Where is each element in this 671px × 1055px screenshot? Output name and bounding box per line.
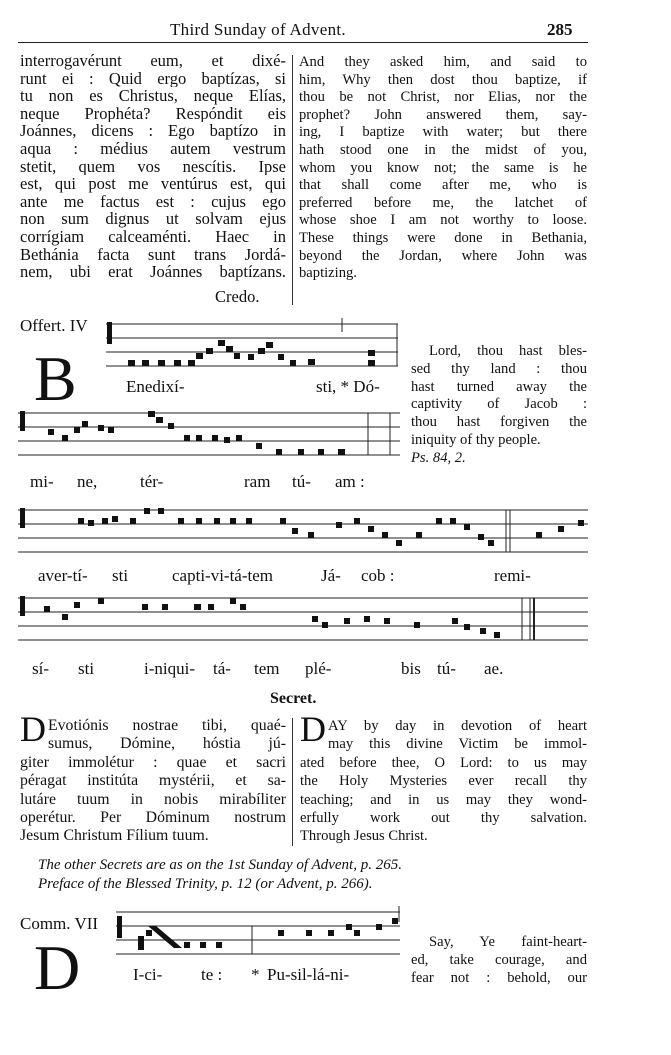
text-line: stetit, quem vos nescítis. Ipse — [20, 157, 286, 176]
text-line: whom you know not; the same is he — [299, 159, 587, 176]
offertory-translation — [411, 343, 587, 468]
text-line: hast turned away the — [411, 378, 587, 395]
lyric-syllable: cob : — [361, 566, 395, 585]
communion-label: Comm. VII — [20, 914, 99, 933]
text-line: ed, take courage, and — [411, 951, 587, 968]
text-line: prophet? John answered them, say- — [299, 106, 587, 123]
lyric-syllable: sti, * Dó- — [316, 377, 380, 396]
text-line: tu non es Christus, neque Elías, — [20, 87, 286, 105]
text-line: corrígiam calceaménti. Haec in — [20, 227, 286, 246]
text-line: Jesum Christum Fílium tuum. — [20, 827, 209, 845]
lyric-syllable: bis — [401, 659, 421, 678]
gospel-latin-column — [20, 52, 286, 281]
text-line: preferred before me, the latchet of — [299, 194, 587, 211]
text-line: sed thy land : thou — [411, 360, 587, 377]
text-line: hath stood one in the midst of you, — [299, 141, 587, 158]
text-line: Evotiónis nostrae tibi, quaé- — [48, 717, 286, 734]
text-line: aqua : médius autem vestrum — [20, 139, 286, 158]
lyric-syllable: tem — [254, 659, 280, 678]
page-number: 285 — [547, 20, 573, 39]
lyric-syllable: am : — [335, 472, 365, 491]
lyric-syllable: remi- — [494, 566, 531, 585]
lyric-syllable: tú- — [437, 659, 456, 678]
offertory-label: Offert. IV — [20, 316, 88, 335]
text-line: non sum dignus ut solvam ejus — [20, 210, 286, 228]
text-line: péragat institúta mystérii, et sa- — [20, 772, 286, 790]
text-line: beyond the Jordan, where John was — [299, 247, 587, 264]
text-line: runt ei : Quid ergo baptízas, si — [20, 69, 286, 88]
text-line: ated before thee, O Lord: to us may — [300, 754, 587, 771]
lyric-syllable: sí- — [32, 659, 49, 678]
lyric-syllable: mi- — [30, 472, 54, 491]
communion-staff-1 — [116, 906, 404, 962]
text-line: est, qui post me ventúrus est, qui — [20, 175, 286, 193]
lyric-syllable: sti — [78, 659, 95, 678]
gospel-english-column — [299, 54, 587, 283]
credo-rubric: Credo. — [215, 287, 260, 306]
lyric-syllable: ne, — [77, 472, 98, 491]
header-rule — [18, 42, 588, 43]
text-line: Bethánia facta sunt trans Jordá- — [20, 245, 286, 264]
secret-latin-column — [20, 717, 286, 846]
lyric-syllable: tú- — [292, 472, 311, 491]
text-line: Joánnes, dicens : Ego baptízo in — [20, 122, 286, 140]
text-line: operétur. Per Dóminum nostrum — [20, 809, 286, 827]
text-line: These things were done in Bethania, — [299, 229, 587, 246]
text-line: fear not : behold, our — [411, 969, 587, 986]
communion-initial: D — [34, 932, 81, 1003]
lyric-syllable: Enedixí- — [126, 377, 185, 396]
text-line: Through Jesus Christ. — [300, 828, 428, 845]
text-line: sumus, Dómine, hóstia jú- — [48, 735, 286, 753]
lyric-syllable: sti — [112, 566, 129, 585]
text-line: whose shoe I am not worthy to loose. — [299, 212, 587, 229]
secret-latin-dropcap: D — [20, 709, 46, 749]
text-line: Say, Ye faint-heart- — [429, 934, 587, 950]
lyric-syllable: I-ci- — [133, 965, 163, 984]
text-line: giter immolétur : quae et sacri — [20, 753, 286, 771]
psalm-reference: Ps. 84, 2. — [411, 449, 466, 466]
text-line: erfully work out thy salvation. — [300, 810, 587, 827]
running-title: Third Sunday of Advent. — [170, 20, 346, 39]
offertory-initial: B — [34, 343, 77, 414]
lyric-syllable: aver-tí- — [38, 566, 88, 585]
rubric-note: The other Secrets are as on the 1st Sunday of Advent, p. 265. — [38, 857, 402, 873]
text-line: nem, ubi erat Joánnes baptízans. — [20, 263, 286, 281]
offertory-staff-2 — [18, 407, 402, 461]
text-line: Lord, thou hast bles- — [429, 343, 587, 359]
text-line: captivity of Jacob : — [411, 396, 587, 413]
text-line: thou be not Christ, nor Elias, nor the — [299, 89, 587, 106]
lyric-syllable: plé- — [305, 659, 332, 678]
secret-heading: Secret. — [270, 690, 317, 707]
lyric-syllable: Pu-sil-lá-ni- — [267, 965, 350, 984]
text-line: ante me factus est : cujus ego — [20, 192, 286, 211]
secret-english-column — [300, 717, 587, 846]
text-line: AY by day in devotion of heart — [328, 718, 587, 734]
text-line: that shall come after me, who is — [299, 177, 587, 194]
offertory-staff-3 — [18, 504, 590, 558]
text-line: thou hast forgiven the — [411, 414, 587, 431]
text-line: the Holy Mysteries ever recall thy — [300, 773, 587, 790]
lyric-syllable: capti-vi-tá-tem — [172, 566, 274, 585]
text-line: teaching; and in us may they wond- — [300, 791, 587, 808]
text-line: him, Why then dost thou baptize, if — [299, 71, 587, 88]
column-divider — [292, 55, 293, 305]
lyric-syllable: ram — [244, 472, 271, 491]
lyric-syllable: te : — [201, 965, 223, 984]
lyric-syllable: i-niqui- — [144, 659, 195, 678]
text-line: may this divine Victim be immol- — [328, 736, 587, 753]
text-line: interrogavérunt eum, et dixé- — [20, 52, 286, 70]
offertory-staff-1 — [106, 318, 402, 374]
text-line: neque Prophéta? Respóndit eis — [20, 104, 286, 123]
lyric-syllable: tá- — [213, 659, 231, 678]
communion-translation — [411, 934, 587, 987]
rubric-note: Preface of the Blessed Trinity, p. 12 (or Advent, p. 266). — [38, 876, 373, 892]
text-line: lutáre tuum in nobis mirabíliter — [20, 790, 286, 808]
text-line: baptizing. — [299, 265, 357, 282]
text-line: iniquity of thy people. — [411, 431, 541, 448]
text-line: And they asked him, and said to — [299, 54, 587, 70]
text-line: ing, I baptize with water; but there — [299, 124, 587, 141]
column-divider — [292, 718, 293, 846]
lyric-syllable: ae. — [484, 659, 504, 678]
lyric-syllable: * — [251, 965, 260, 984]
offertory-staff-4 — [18, 592, 590, 646]
lyric-syllable: Já- — [321, 566, 341, 585]
secret-english-dropcap: D — [300, 709, 326, 749]
lyric-syllable: tér- — [140, 472, 164, 491]
